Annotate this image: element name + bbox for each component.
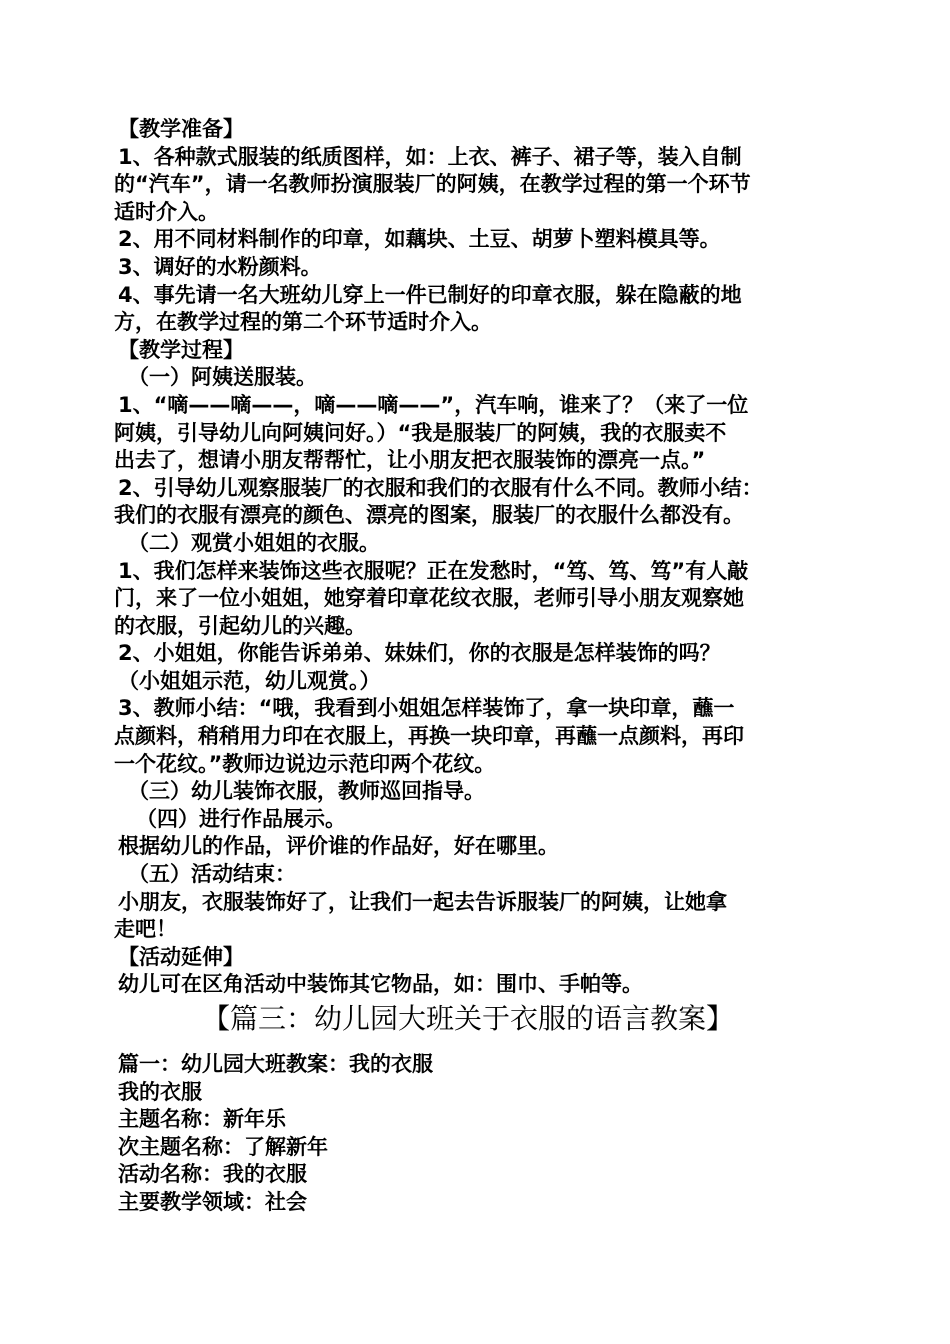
text-line: （二）观赏小姐姐的衣服。 <box>128 530 380 555</box>
text-line: （一）阿姨送服装。 <box>128 365 317 390</box>
text-line: 3、调好的水粉颜料。 <box>118 254 322 279</box>
text-line: 【教学过程】 <box>118 337 244 362</box>
text-line: 2、小姐姐，你能告诉弟弟、妹妹们，你的衣服是怎样装饰的吗？ <box>118 641 721 666</box>
text-line: 1、“嘀——嘀——，嘀——嘀——”，汽车响，谁来了？（来了一位 <box>118 392 749 417</box>
text-line: 活动名称：我的衣服 <box>118 1162 307 1187</box>
text-line: 2、引导幼儿观察服装厂的衣服和我们的衣服有什么不同。教师小结： <box>118 475 763 500</box>
text-line: 门，来了一位小姐姐，她穿着印章花纹衣服，老师引导小朋友观察她 <box>114 586 744 611</box>
text-line: 3、教师小结：“哦，我看到小姐姐怎样装饰了，拿一块印章，蘸一 <box>118 696 735 721</box>
text-line: 篇一：幼儿园大班教案：我的衣服 <box>118 1052 433 1076</box>
document-body <box>114 116 844 1217</box>
text-line: 【教学准备】 <box>118 117 244 141</box>
text-line: 【活动延伸】 <box>118 944 244 969</box>
text-line: 1、我们怎样来装饰这些衣服呢？正在发愁时，“笃、笃、笃”有人敲 <box>118 558 749 583</box>
text-line: （五）活动结束： <box>128 862 296 887</box>
text-line: 的衣服，引起幼儿的兴趣。 <box>114 613 366 638</box>
text-line: 小朋友，衣服装饰好了，让我们一起去告诉服装厂的阿姨，让她拿 <box>118 889 727 914</box>
text-line: 方，在教学过程的第二个环节适时介入。 <box>114 310 492 335</box>
text-line: 阿姨，引导幼儿向阿姨问好。）“我是服装厂的阿姨，我的衣服卖不 <box>114 420 727 445</box>
text-line: 2、用不同材料制作的印章，如藕块、土豆、胡萝卜塑料模具等。 <box>118 227 721 252</box>
text-line: 主要教学领域：社会 <box>118 1189 307 1214</box>
text-line: （四）进行作品展示。 <box>136 806 346 831</box>
text-line: 1、各种款式服装的纸质图样，如：上衣、裤子、裙子等，装入自制 <box>118 144 742 169</box>
text-line: 点颜料，稍稍用力印在衣服上，再换一块印章，再蘸一点颜料，再印 <box>114 724 744 749</box>
text-line: 出去了，想请小朋友帮帮忙，让小朋友把衣服装饰的漂亮一点。” <box>114 448 706 473</box>
section-heading: 【篇三：幼儿园大班关于衣服的语言教案】 <box>202 1002 735 1035</box>
text-line: （三）幼儿装饰衣服，教师巡回指导。 <box>128 779 485 804</box>
text-line: 一个花纹。”教师边说边示范印两个花纹。 <box>114 751 496 776</box>
text-line: 我的衣服 <box>118 1079 202 1104</box>
text-line: 走吧！ <box>114 917 177 942</box>
text-line: 4、事先请一名大班幼儿穿上一件已制好的印章衣服，躲在隐蔽的地 <box>118 282 742 307</box>
text-line: 主题名称：新年乐 <box>118 1107 286 1132</box>
lesson-plan-text <box>114 116 844 999</box>
next-lesson-plan-text <box>114 1051 844 1217</box>
text-line: 根据幼儿的作品，评价谁的作品好，好在哪里。 <box>118 834 559 859</box>
text-line: 我们的衣服有漂亮的颜色、漂亮的图案，服装厂的衣服什么都没有。 <box>114 503 744 528</box>
text-line: 适时介入。 <box>114 199 219 224</box>
text-line: 的“汽车”，请一名教师扮演服装厂的阿姨，在教学过程的第一个环节 <box>114 172 751 197</box>
text-line: （小姐姐示范，幼儿观赏。） <box>118 668 381 693</box>
text-line: 幼儿可在区角活动中装饰其它物品，如：围巾、手帕等。 <box>118 972 643 997</box>
text-line: 次主题名称：了解新年 <box>118 1134 328 1159</box>
